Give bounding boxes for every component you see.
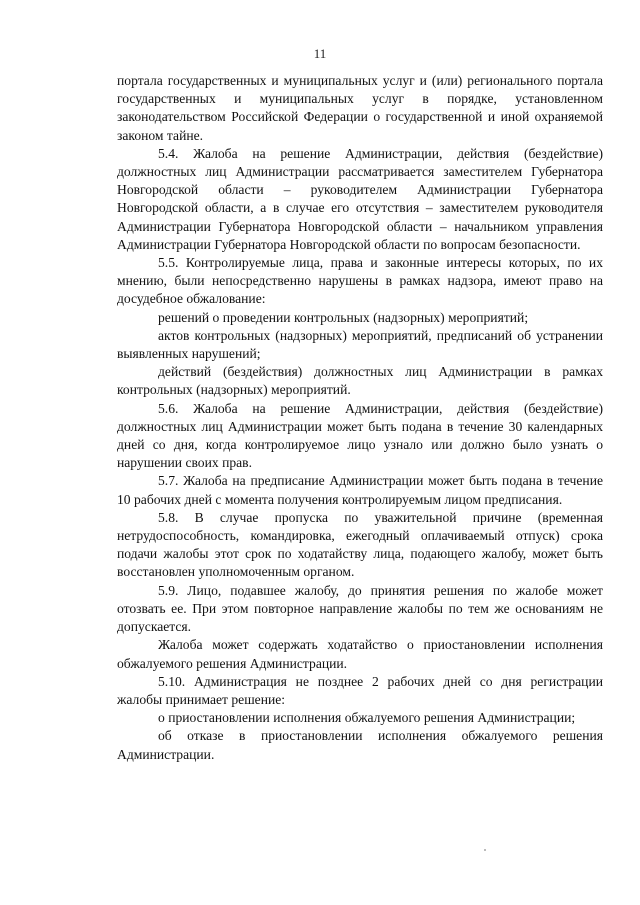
paragraph-5-10: 5.10. Администрация не позднее 2 рабочих дней со дня регистрации жалобы принимает решение:	[117, 673, 603, 707]
paragraph-5-6: 5.6. Жалоба на решение Администрации, действия (бездействие) должностных лиц Администрации может быть подана в течение 30 календарных дней со дня, когда контролируемое лицо узнало или должно было узнать о нарушении своих прав.	[117, 400, 603, 471]
list-item-decisions: решений о проведении контрольных (надзорных) мероприятий;	[158, 309, 529, 325]
paragraph-5-8: 5.8. В случае пропуска по уважительной причине (временная нетрудоспособность, командировка, ежегодный оплачиваемый отпуск) срока подачи жалобы этот срок по ходатайству лица, подающего жалобу, может быть восстановлен уполномоченным органом.	[117, 509, 603, 580]
paragraph-intro: портала государственных и муниципальных услуг и (или) регионального портала государственных и муниципальных услуг в порядке, установленном законодательством Российской Федерации о государственной и иной охраняемой законом тайне.	[117, 73, 603, 143]
paragraph-petition: Жалоба может содержать ходатайство о приостановлении исполнения обжалуемого решения Администрации.	[117, 637, 603, 671]
page-number: 11	[313, 46, 327, 61]
paragraph-5-9: 5.9. Лицо, подавшее жалобу, до принятия решения по жалобе может отозвать ее. При этом повторное направление жалобы по тем же основаниям не допускается.	[117, 582, 603, 635]
paragraph-5-5: 5.5. Контролируемые лица, права и законные интересы которых, по их мнению, были непосредственно нарушены в рамках надзора, имеют право на досудебное обжалование:	[117, 255, 603, 307]
list-item-acts: актов контрольных (надзорных) мероприятий, предписаний об устранении выявленных нарушений;	[117, 327, 603, 362]
document-body	[117, 72, 603, 764]
list-item-refusal: об отказе в приостановлении исполнения обжалуемого решения Администрации.	[117, 728, 603, 762]
paragraph-5-7: 5.7. Жалоба на предписание Администрации может быть подана в течение 10 рабочих дней с момента получения контролируемым лицом предписания.	[117, 473, 603, 507]
scan-speck	[484, 849, 486, 851]
list-item-actions: действий (бездействия) должностных лиц Администрации в рамках контрольных (надзорных) мероприятий.	[117, 364, 603, 398]
list-item-suspension: о приостановлении исполнения обжалуемого решения Администрации;	[158, 710, 576, 726]
paragraph-5-4: 5.4. Жалоба на решение Администрации, действия (бездействие) должностных лиц Администрации рассматривается заместителем Губернатора Новгородской области – руководителем Администрации Губернатора Новгородской области, а в случае его отсутствия – заместителем руководителя Администрации Губернатора Новгородской области – начальником управления Администрации Губернатора Новгородской области по вопросам безопасности.	[117, 145, 603, 252]
